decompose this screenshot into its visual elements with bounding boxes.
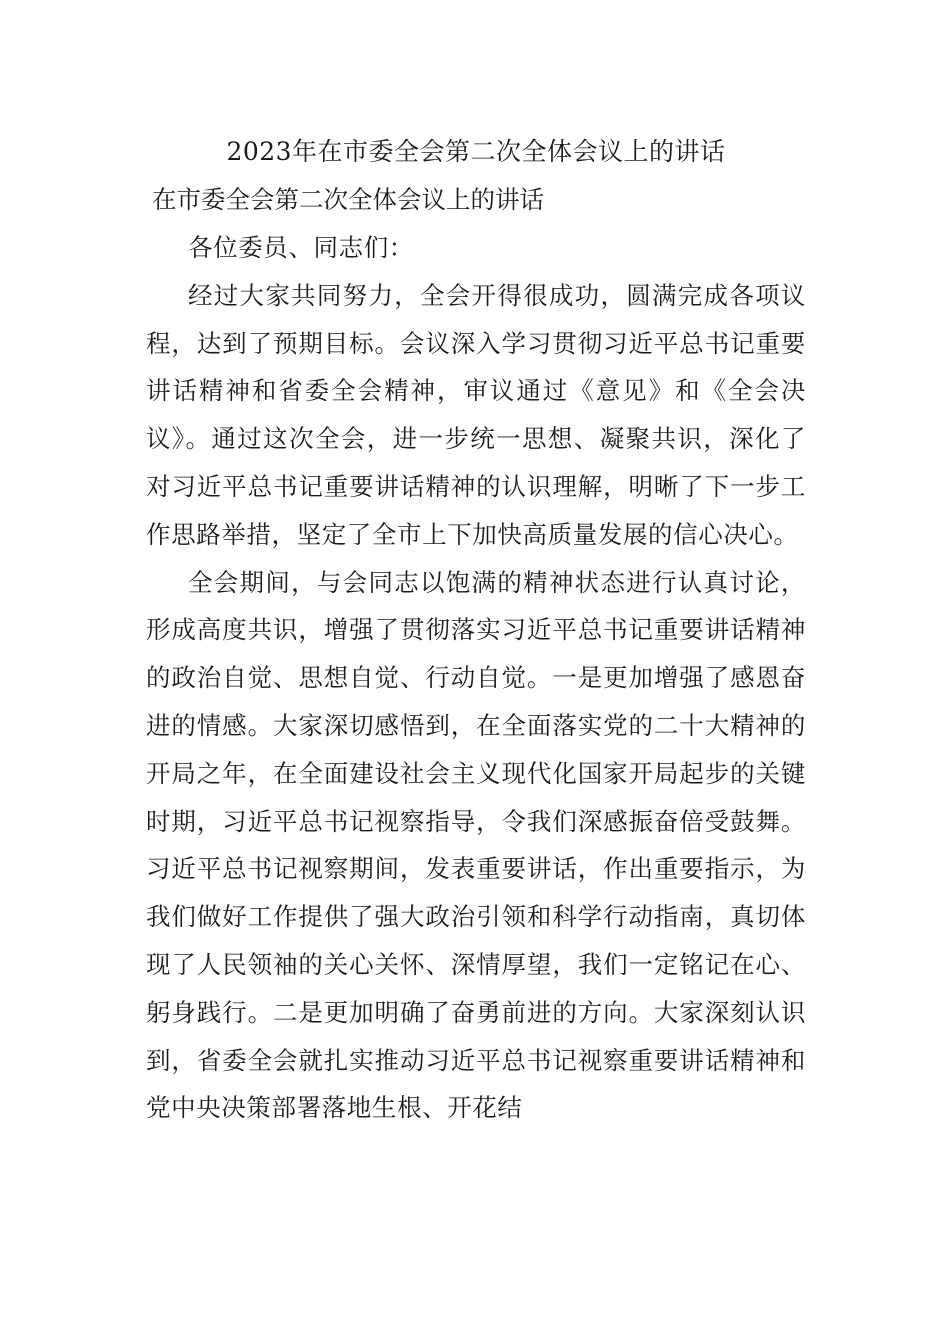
document-subtitle: 在市委全会第二次全体会议上的讲话	[152, 185, 544, 214]
greeting: 各位委员、同志们：	[188, 233, 414, 262]
paragraph-1: 经过大家共同努力，全会开得很成功，圆满完成各项议程，达到了预期目标。会议深入学习贯彻习近平总书记重要讲话精神和省委全会精神，审议通过《意见》和《全会决议》。通过这次全会，进一步统一思想、凝聚共识，深化了对习近平总书记重要讲话精神的认识理解，明晰了下一步工作思路举措，坚定了全市上下加快高质量发展的信心决心。	[146, 280, 806, 549]
document-title: 2023年在市委全会第二次全体会议上的讲话	[226, 137, 726, 166]
paragraph-2: 全会期间，与会同志以饱满的精神状态进行认真讨论，形成高度共识，增强了贯彻落实习近平总书记重要讲话精神的政治自觉、思想自觉、行动自觉。一是更加增强了感恩奋进的情感。大家深切感悟到，在全面落实党的二十大精神的开局之年，在全面建设社会主义现代化国家开局起步的关键时期，习近平总书记视察指导，令我们深感振奋倍受鼓舞。习近平总书记视察期间，发表重要讲话，作出重要指示，为我们做好工作提供了强大政治引领和科学行动指南，真切体现了人民领袖的关心关怀、深情厚望，我们一定铭记在心、躬身践行。二是更加明确了奋勇前进的方向。大家深刻认识到，省委全会就扎实推动习近平总书记视察重要讲话精神和党中央决策部署落地生根、开花结	[146, 567, 806, 1123]
document-body	[146, 224, 806, 1132]
